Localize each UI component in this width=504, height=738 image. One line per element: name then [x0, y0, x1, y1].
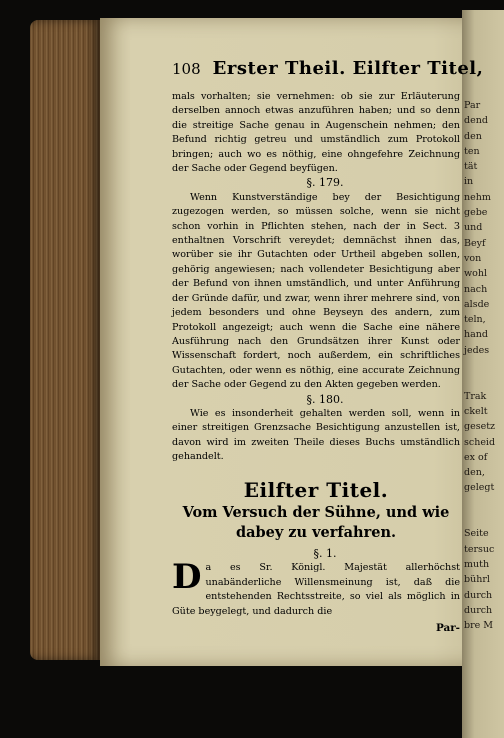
facing-page-fragment: Par [464, 100, 481, 111]
paragraph-180: Wie es insonderheit gehalten werden soll, wenn in einer streitigen Grenzsache Besichtigung anzustellen ist, davon wird im zweiten Theile dieses Buchs umständlich gehandelt. [172, 407, 460, 463]
section-mark-180: §. 180. [306, 392, 344, 406]
drop-cap: D [172, 557, 202, 598]
facing-page-fragment: bre M [464, 620, 493, 632]
chapter-title: Eilfter Titel. [243, 477, 389, 502]
facing-page-fragment: Beyf [464, 237, 486, 249]
section-mark-1: §. 1. [313, 546, 337, 560]
chapter-subtitle: Vom Versuch der Sühne, und wie dabey zu verfahren. [182, 503, 450, 541]
facing-page-fragment: nehm [464, 191, 491, 203]
facing-page-fragment: tät [464, 161, 478, 173]
facing-page-fragment [462, 358, 504, 373]
page-body [172, 90, 460, 635]
facing-page-fragment [462, 373, 504, 388]
catchword: Par- [435, 622, 460, 634]
facing-page-fragment: ten [464, 145, 480, 157]
facing-page-fragment [462, 496, 504, 511]
facing-page-fragment: gebe [464, 207, 488, 219]
page-header [172, 58, 504, 79]
facing-page-fragment: scheid [464, 436, 496, 448]
facing-page-fragment: teln, [464, 314, 486, 326]
facing-page-fragment: nach [464, 283, 488, 295]
facing-page-fragment: jedes [464, 344, 490, 356]
facing-page-fragment: durch [464, 589, 493, 601]
facing-page-fragment: alsde [464, 298, 490, 310]
running-title: Erster Theil. Eilfter Titel, [212, 58, 484, 79]
facing-page-fragment: gelegt [464, 482, 495, 494]
book-spine-page-edges [30, 20, 100, 660]
facing-page-fragment: Trak [464, 390, 487, 402]
paragraph-1-text: a es Sr. Königl. Majestät allerhöchst unabänderliche Willensmeinung ist, daß die entstehenden Rechtsstreite, so viel als möglich in Güte beygelegt, und dadurch die [172, 562, 460, 617]
facing-page-fragment: muth [464, 558, 490, 570]
page-number: 108 [172, 60, 201, 78]
facing-page-fragment: ckelt [464, 405, 488, 417]
facing-page-fragment: Seite [464, 528, 489, 540]
facing-page-fragment: den, [464, 467, 485, 479]
facing-page-fragment: ex of [464, 451, 488, 463]
facing-page-fragment: dend [464, 115, 488, 127]
facing-page-fragment: von [464, 252, 482, 264]
facing-page-fragment: durch [464, 604, 493, 616]
facing-page-fragment: den [464, 130, 482, 142]
section-mark-179: §. 179. [306, 176, 344, 190]
facing-page-fragment: bührl [464, 574, 490, 586]
facing-page-fragment: wohl [464, 268, 488, 280]
paragraph-179: Wenn Kunstverständige bey der Besichtigung zugezogen werden, so müssen solche, wenn sie nicht schon vorhin in Pflichten stehen, nach der in Sect. 3 enthaltnen Vorschrift vereydet; demnächst ihnen das, worüber sie ihr Gutachten oder Urtheil abgeben sollen, gehörig angewiesen; nach vollendeter Besichtigung aber der Befund von ihnen umständlich, und unter Anführung der Gründe dafür, und zwar, wenn ihrer mehrere sind, von jedem besonders und ohne Beyseyn des andern, zum Protokoll angezeigt; auch wenn die Sache eine nähere Ausführung nach den Grundsätzen ihrer Kunst oder Wissenschaft fordert, noch außerdem, ein schriftliches Gutachten, oder wenn es nöthig, eine accurate Zeichnung der Sache oder Gegend zu den Akten gegeben werden. [172, 191, 460, 391]
facing-page-edge [462, 10, 504, 738]
facing-page-fragment: in [464, 176, 474, 188]
paragraph-continued: mals vorhalten; sie vernehmen: ob sie zur Erläuterung derselben annoch etwas anzuführen haben; und so denn die streitige Sache genau in Augenschein nehmen; den Befund richtig getreu und umständlich zum Protokoll bringen; auch wo es nöthig, eine ohngefehre Zeichnung der Sache oder Gegend beyfügen. [172, 91, 460, 175]
facing-page-fragment: tersuc [464, 543, 495, 555]
facing-page-fragment: und [464, 222, 483, 234]
facing-page-fragment: gesetz [464, 421, 496, 433]
paragraph-1 [172, 557, 460, 619]
facing-page-fragment: hand [464, 329, 488, 341]
facing-page-fragment [462, 511, 504, 526]
